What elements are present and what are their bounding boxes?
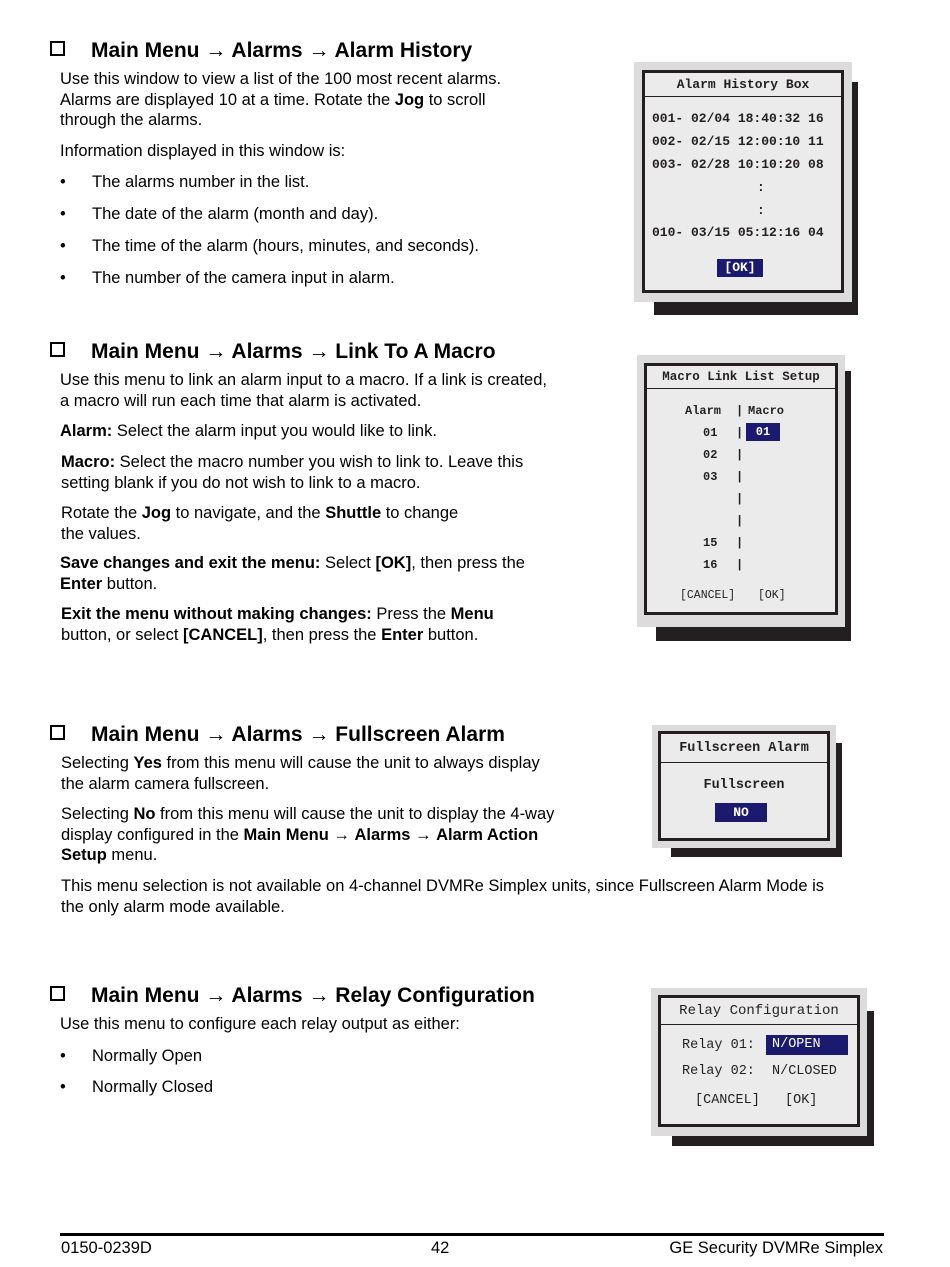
section-title-alarm-history: Main Menu → Alarms → Alarm History [50, 39, 472, 63]
relay-description: Use this menu to configure each relay output as either: [60, 1015, 460, 1033]
fullscreen-label: Fullscreen [703, 778, 785, 793]
relay-02-label: Relay 02: [682, 1064, 755, 1079]
cancel-button[interactable]: [CANCEL] [695, 1093, 760, 1108]
column-header-macro: Macro [748, 404, 785, 418]
dialog-title: Alarm History Box [676, 77, 810, 92]
ok-button[interactable]: [OK] [758, 589, 786, 602]
checkbox-bullet-icon [50, 41, 65, 56]
dialog-title: Relay Configuration [679, 1003, 839, 1019]
alarm-row-number: 15 [703, 536, 718, 550]
checkbox-bullet-icon [50, 725, 65, 740]
fullscreen-availability-note: This menu selection is not available on 4-channel DVMRe Simplex units, since Fullscreen Alarm Mode is the only alarm mode available. [61, 877, 825, 916]
exit-instructions: Exit the menu without making changes: Press the Menu button, or select [CANCEL], then press the Enter button. [61, 605, 494, 644]
fullscreen-no-description: Selecting No from this menu will cause the unit to display the 4-way display configured in the Main Menu → Alarms → Alarm Action Setup menu. [61, 805, 555, 864]
column-header-alarm: Alarm [685, 404, 722, 418]
section-title-link-macro: Main Menu → Alarms → Link To A Macro [50, 340, 496, 364]
cancel-button[interactable]: [CANCEL] [680, 589, 736, 602]
checkbox-bullet-icon [50, 986, 65, 1001]
ellipsis-row: : [757, 180, 765, 195]
ok-button[interactable]: [OK] [785, 1093, 818, 1108]
alarm-field-description: Alarm: Select the alarm input you would like to link. [60, 422, 437, 440]
navigation-instructions: Rotate the Jog to navigate, and the Shuttle to change the values. [61, 504, 459, 543]
relay-01-value-field[interactable]: N/OPEN [766, 1035, 848, 1055]
alarm-history-row: 001- 02/04 18:40:32 16 [652, 111, 824, 126]
relay-01-label: Relay 01: [682, 1038, 755, 1053]
dialog-title: Fullscreen Alarm [679, 741, 809, 756]
alarm-history-row: 003- 02/28 10:10:20 08 [652, 157, 824, 172]
fullscreen-value-field[interactable]: NO [715, 803, 767, 822]
save-instructions: Save changes and exit the menu: Select [OK], then press the Enter button. [60, 554, 525, 593]
dialog-title: Macro Link List Setup [662, 370, 820, 384]
alarm-row-number: 16 [703, 558, 718, 572]
section-title-fullscreen-alarm: Main Menu → Alarms → Fullscreen Alarm [50, 723, 505, 747]
footer-product-name: GE Security DVMRe Simplex [669, 1239, 883, 1257]
alarm-history-description: Use this window to view a list of the 100 most recent alarms. Alarms are displayed 10 at a time. Rotate the Jog to scroll through the alarms. [60, 70, 502, 129]
alarm-history-row: 010- 03/15 05:12:16 04 [652, 225, 824, 240]
footer-page-number: 42 [431, 1239, 450, 1257]
ok-button[interactable]: [OK] [717, 259, 763, 277]
alarm-row-number: 02 [703, 448, 718, 462]
alarm-row-number: 01 [703, 426, 718, 440]
link-macro-description: Use this menu to link an alarm input to a macro. If a link is created, a macro will run each time that alarm is activated. [60, 371, 547, 410]
alarm-history-info-intro: Information displayed in this window is: [60, 142, 346, 160]
macro-field-description: Macro: Select the macro number you wish to link to. Leave this setting blank if you do not wish to link to a macro. [61, 453, 524, 492]
alarm-row-number: 03 [703, 470, 718, 484]
relay-02-value-field[interactable]: N/CLOSED [772, 1064, 837, 1079]
fullscreen-yes-description: Selecting Yes from this menu will cause the unit to always display the alarm camera fullscreen. [61, 754, 540, 793]
footer-doc-number: 0150-0239D [61, 1239, 152, 1257]
macro-value-field[interactable]: 01 [746, 423, 780, 441]
ellipsis-row: : [757, 203, 765, 218]
alarm-history-row: 002- 02/15 12:00:10 11 [652, 134, 824, 149]
checkbox-bullet-icon [50, 342, 65, 357]
footer-rule [60, 1233, 884, 1236]
section-title-relay-configuration: Main Menu → Alarms → Relay Configuration [50, 984, 535, 1008]
